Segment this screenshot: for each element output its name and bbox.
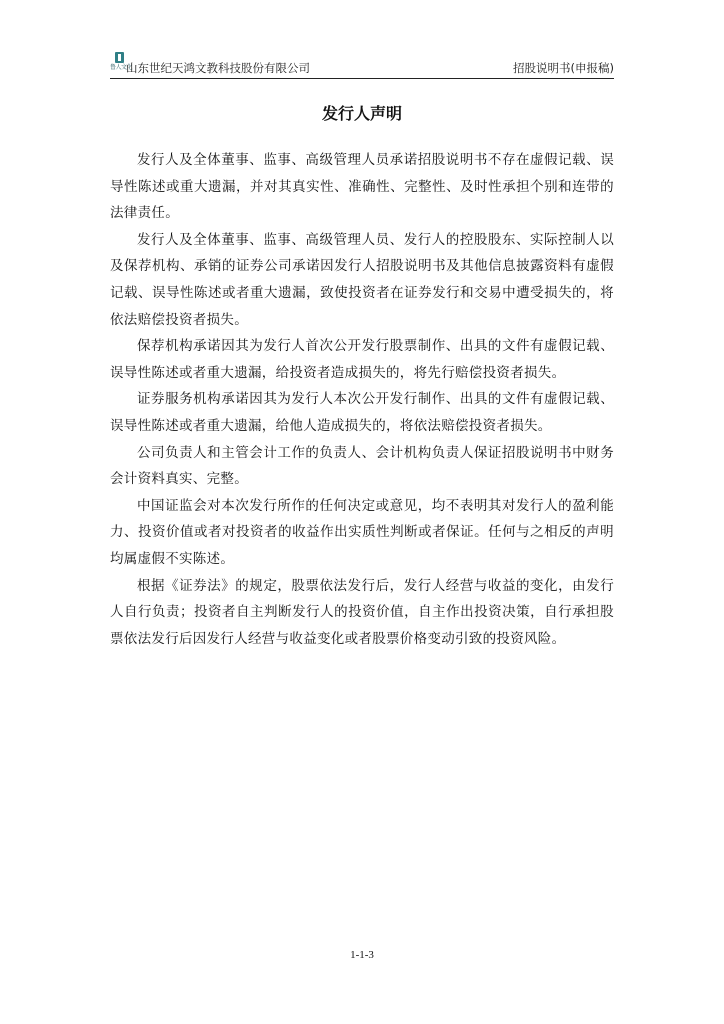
paragraph: 保荐机构承诺因其为发行人首次公开发行股票制作、出具的文件有虚假记载、误导性陈述或者重大遗漏，给投资者造成损失的，将先行赔偿投资者损失。 [110, 338, 614, 381]
declaration-body [110, 147, 614, 652]
paragraph: 根据《证券法》的规定，股票依法发行后，发行人经营与收益的变化，由发行人自行负责；投资者自主判断发行人的投资价值，自主作出投资决策，自行承担股票依法发行后因发行人经营与收益变化或者股票价格变动引致的投资风险。 [110, 577, 614, 647]
header-divider [110, 78, 614, 79]
page-header [110, 52, 614, 80]
logo-mark-icon [115, 52, 124, 63]
company-name: 山东世纪天鸿文教科技股份有限公司 [126, 61, 310, 75]
paragraph: 发行人及全体董事、监事、高级管理人员承诺招股说明书不存在虚假记载、误导性陈述或重大遗漏，并对其真实性、准确性、完整性、及时性承担个别和连带的法律责任。 [110, 152, 614, 222]
page-title: 发行人声明 [321, 104, 402, 123]
page-number: 1-1-3 [350, 949, 374, 961]
paragraph: 中国证监会对本次发行所作的任何决定或意见，均不表明其对发行人的盈利能力、投资价值或者对投资者的收益作出实质性判断或者保证。任何与之相反的声明均属虚假不实陈述。 [110, 497, 614, 567]
paragraph: 公司负责人和主管会计工作的负责人、会计机构负责人保证招股说明书中财务会计资料真实、完整。 [110, 444, 614, 488]
paragraph: 证券服务机构承诺因其为发行人本次公开发行制作、出具的文件有虚假记载、误导性陈述或者重大遗漏，给他人造成损失的，将依法赔偿投资者损失。 [110, 391, 614, 434]
document-type: 招股说明书(申报稿) [513, 61, 614, 75]
logo-wordmark: 鲁人文化 [110, 64, 133, 71]
paragraph: 发行人及全体董事、监事、高级管理人员、发行人的控股股东、实际控制人以及保荐机构、承销的证券公司承诺因发行人招股说明书及其他信息披露资料有虚假记载、误导性陈述或者重大遗漏，致使投资者在证券发行和交易中遭受损失的，将依法赔偿投资者损失。 [110, 231, 614, 328]
